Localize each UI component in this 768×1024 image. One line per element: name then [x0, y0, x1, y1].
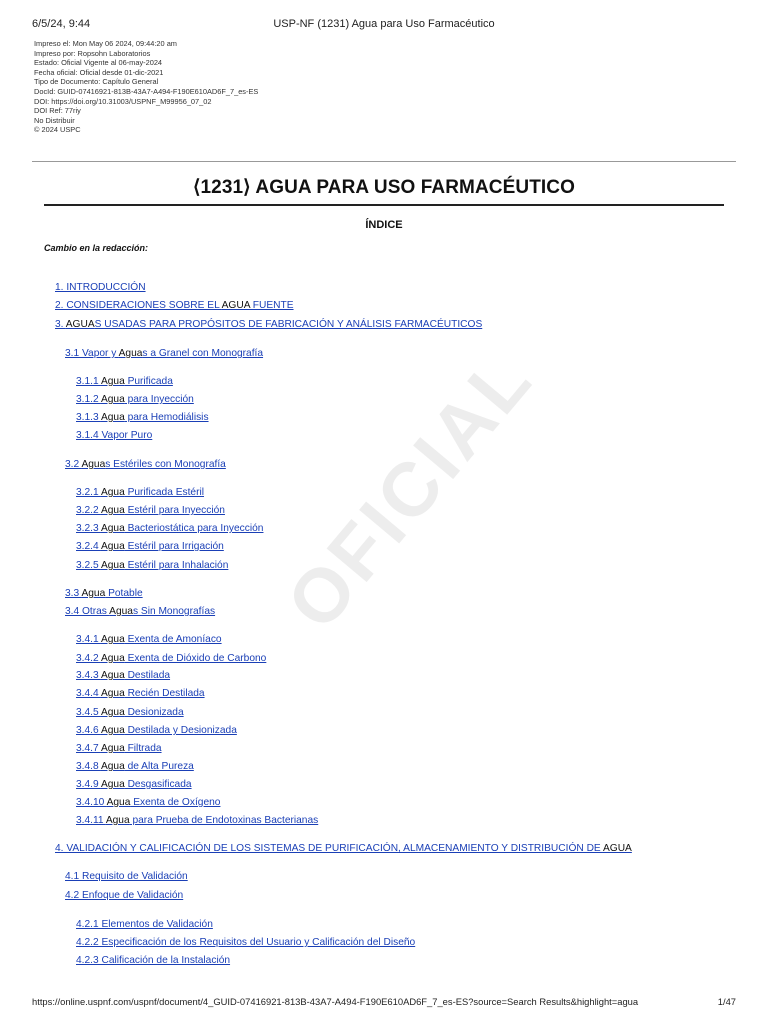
toc-link-3-2-4[interactable]: 3.2.4 Agua Estéril para Irrigación — [76, 541, 224, 552]
toc-link-3-2-5[interactable]: 3.2.5 Agua Estéril para Inhalación — [76, 560, 229, 571]
toc-link-3-4-2[interactable]: 3.4.2 Agua Exenta de Dióxido de Carbono — [76, 653, 267, 664]
meta-line: © 2024 USPC — [34, 125, 81, 135]
meta-line: Impreso por: Ropsohn Laboratorios — [34, 48, 151, 58]
toc-link-3-4-1[interactable]: 3.4.1 Agua Exenta de Amoníaco — [76, 634, 222, 645]
toc-link-3-4-11[interactable]: 3.4.11 Agua para Prueba de Endotoxinas Bacterianas — [76, 815, 319, 826]
toc-link-aguas-usadas[interactable]: 3. AGUAS USADAS PARA PROPÓSITOS DE FABRICACIÓN Y ANÁLISIS FARMACÉUTICOS — [55, 319, 483, 330]
toc-link-3-4-9[interactable]: 3.4.9 Agua Desgasificada — [76, 779, 192, 790]
print-metadata — [34, 39, 258, 135]
toc-link-3-4-7[interactable]: 3.4.7 Agua Filtrada — [76, 743, 162, 754]
page-number: 1/47 — [717, 996, 736, 1007]
toc-link-validacion[interactable]: 4. VALIDACIÓN Y CALIFICACIÓN DE LOS SISTEMAS DE PURIFICACIÓN, ALMACENAMIENTO Y DISTRIBUCIÓN DE AGUA — [55, 843, 632, 854]
toc-link-3-1-3[interactable]: 3.1.3 Agua para Hemodiálisis — [76, 412, 209, 423]
toc-link-3-4-3[interactable]: 3.4.3 Agua Destilada — [76, 670, 171, 681]
meta-line: DocId: GUID-07416921-813B-43A7-A494-F190E610AD6F_7_es-ES — [34, 86, 259, 96]
toc-link-4-2-2[interactable]: 4.2.2 Especificación de los Requisitos del Usuario y Calificación del Diseño — [76, 937, 416, 948]
title-divider — [44, 204, 724, 206]
toc-link-3-1-1[interactable]: 3.1.1 Agua Purificada — [76, 376, 173, 387]
metadata-divider — [32, 161, 736, 162]
change-note: Cambio en la redacción: — [44, 243, 149, 253]
meta-line: Tipo de Documento: Capítulo General — [34, 77, 159, 87]
toc-link-consideraciones[interactable]: 2. CONSIDERACIONES SOBRE EL AGUA FUENTE — [55, 300, 294, 311]
toc-link-3-4-5[interactable]: 3.4.5 Agua Desionizada — [76, 707, 184, 718]
toc-link-3-4-8[interactable]: 3.4.8 Agua de Alta Pureza — [76, 761, 194, 772]
toc-link-3-3[interactable]: 3.3 Agua Potable — [65, 588, 143, 599]
meta-line: DOI Ref: 77riy — [34, 106, 81, 116]
meta-line: DOI: https://doi.org/10.31003/USPNF_M99956_07_02 — [34, 96, 212, 106]
index-heading: ÍNDICE — [365, 219, 403, 231]
meta-line: Impreso el: Mon May 06 2024, 09:44:20 am — [34, 39, 177, 48]
meta-line: No Distribuir — [34, 115, 75, 125]
toc-link-3-4-6[interactable]: 3.4.6 Agua Destilada y Desionizada — [76, 725, 237, 736]
toc-link-4-2[interactable]: 4.2 Enfoque de Validación — [65, 890, 184, 901]
toc-link-3-2[interactable]: 3.2 Aguas Estériles con Monografía — [65, 459, 226, 470]
toc-link-3-4-10[interactable]: 3.4.10 Agua Exenta de Oxígeno — [76, 797, 221, 808]
toc-link-introduccion[interactable]: 1. INTRODUCCIÓN — [55, 282, 146, 293]
toc-link-3-2-3[interactable]: 3.2.3 Agua Bacteriostática para Inyección — [76, 523, 264, 534]
toc-link-3-1[interactable]: 3.1 Vapor y Aguas a Granel con Monografía — [65, 348, 264, 359]
meta-line: Estado: Oficial Vigente al 06-may-2024 — [34, 58, 163, 68]
print-title: USP-NF (1231) Agua para Uso Farmacéutico — [273, 18, 495, 30]
footer-url: https://online.uspnf.com/uspnf/document/4_GUID-07416921-813B-43A7-A494-F190E610AD6F_7_es-ES?source=Search Results&highlight=agua — [32, 996, 639, 1007]
print-date: 6/5/24, 9:44 — [32, 18, 91, 30]
toc-link-3-4[interactable]: 3.4 Otras Aguas Sin Monografías — [65, 606, 216, 617]
toc-link-3-4-4[interactable]: 3.4.4 Agua Recién Destilada — [76, 688, 205, 699]
toc-link-4-2-1[interactable]: 4.2.1 Elementos de Validación — [76, 919, 213, 930]
toc-link-4-1[interactable]: 4.1 Requisito de Validación — [65, 871, 188, 882]
watermark: OFICIAL — [270, 336, 550, 646]
toc-link-3-1-4[interactable]: 3.1.4 Vapor Puro — [76, 430, 153, 441]
toc-link-3-2-1[interactable]: 3.2.1 Agua Purificada Estéril — [76, 487, 205, 498]
document-title: ⟨1231⟩ AGUA PARA USO FARMACÉUTICO — [193, 177, 575, 198]
toc-link-3-2-2[interactable]: 3.2.2 Agua Estéril para Inyección — [76, 505, 225, 516]
toc-link-3-1-2[interactable]: 3.1.2 Agua para Inyección — [76, 394, 194, 405]
meta-line: Fecha oficial: Oficial desde 01-dic-2021 — [34, 67, 164, 77]
toc-link-4-2-3[interactable]: 4.2.3 Calificación de la Instalación — [76, 955, 231, 966]
